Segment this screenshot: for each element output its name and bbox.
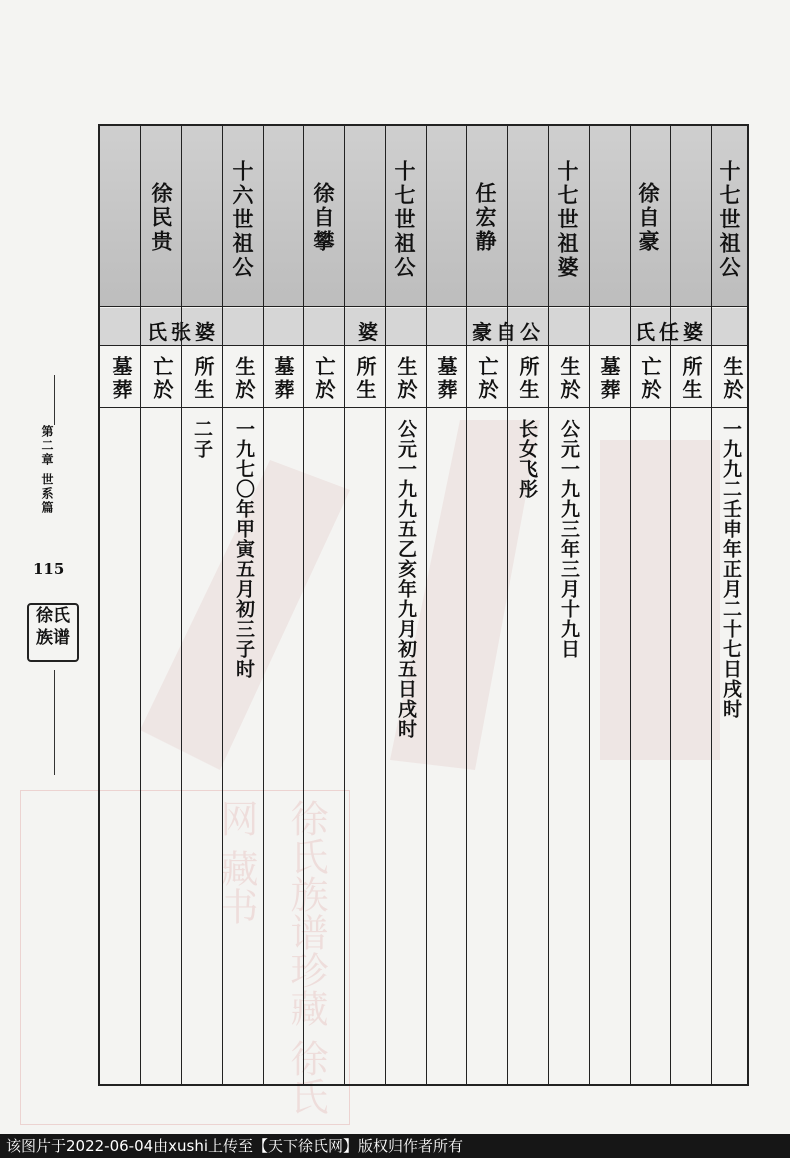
name-cell: 任宏静 (473, 182, 498, 254)
field-label: 墓葬 (271, 356, 295, 402)
field-label: 亡於 (312, 356, 336, 402)
birth-cell: 一九七〇年甲寅五月初三子时 (233, 419, 255, 679)
field-label: 生於 (720, 356, 744, 402)
children-cell: 长女飞彤 (516, 419, 538, 499)
field-label: 所生 (516, 356, 540, 402)
field-label: 亡於 (475, 356, 499, 402)
spouse-cell: 婆 (358, 320, 381, 344)
field-label: 所生 (353, 356, 377, 402)
field-label: 亡於 (150, 356, 174, 402)
name-cell: 徐自攀 (311, 182, 336, 254)
field-label: 所生 (191, 356, 215, 402)
header-title: 十七世祖公 (392, 160, 417, 280)
header-title: 十六世祖公 (230, 160, 255, 280)
chapter-label: 第二章 世系篇 (40, 425, 54, 516)
family-seal: 徐氏族谱 (27, 603, 79, 662)
birth-cell: 一九九二壬申年正月二十七日戌时 (720, 419, 742, 719)
field-label: 墓葬 (109, 356, 133, 402)
field-label: 生於 (394, 356, 418, 402)
field-label: 所生 (679, 356, 703, 402)
upload-footer: 该图片于2022-06-04由xushi上传至【天下徐氏网】版权归作者所有 (0, 1134, 790, 1158)
field-label: 墓葬 (434, 356, 458, 402)
name-cell: 徐自豪 (636, 182, 661, 254)
genealogy-table (98, 124, 749, 1086)
spouse-cell: 氏任婆 (635, 320, 707, 344)
birth-cell: 公元一九九三年三月十九日 (558, 419, 580, 659)
page-number: 115 (33, 560, 65, 578)
children-cell: 二子 (191, 419, 213, 459)
seal-watermark: 徐氏族谱珍藏 徐氏网 藏书 (20, 790, 350, 1125)
name-cell: 徐民贵 (149, 182, 174, 254)
field-label: 生於 (232, 356, 256, 402)
field-label: 亡於 (638, 356, 662, 402)
field-label: 墓葬 (597, 356, 621, 402)
header-title: 十七世祖婆 (555, 160, 580, 280)
spouse-cell: 豪自公 (472, 320, 544, 344)
birth-cell: 公元一九九五乙亥年九月初五日戌时 (395, 419, 417, 739)
field-label: 生於 (557, 356, 581, 402)
header-title: 十七世祖公 (717, 160, 742, 280)
spouse-cell: 氏张婆 (147, 320, 219, 344)
